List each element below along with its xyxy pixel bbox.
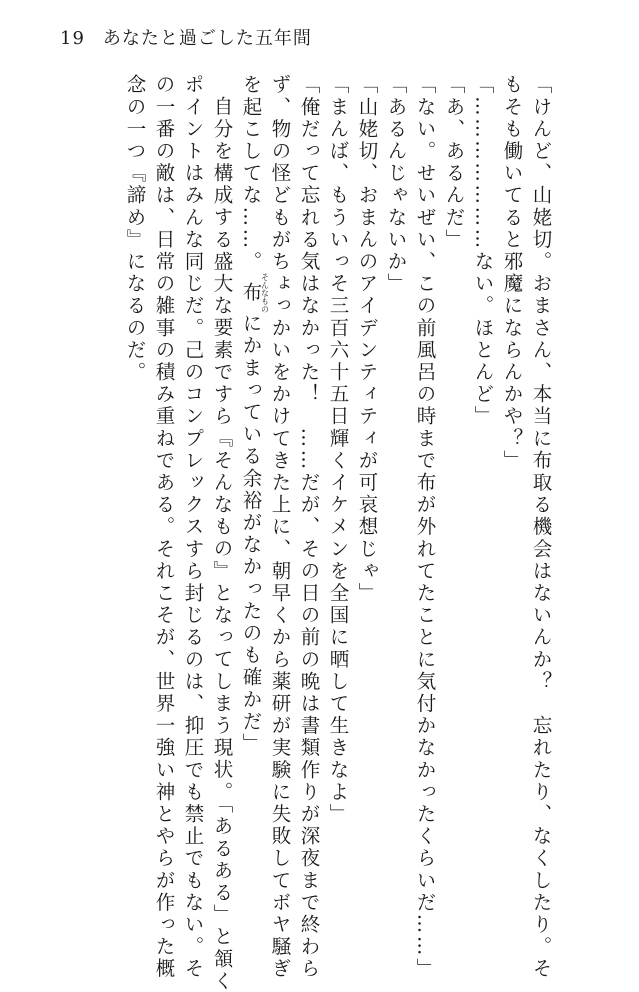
text-line: 「俺だって忘れる気はなかった！ ……だが、その日の前の晩は書類作りが深夜まで終わら — [297, 74, 321, 981]
text-line-end: にかまっている余裕がなかったのも確かだ」 — [239, 312, 263, 755]
text-line: 「山姥切、おまんのアイデンティティが可哀想じゃ」 — [355, 74, 379, 605]
text-line: 「まんば、もういっそ三百六十五日輝くイケメンを全国に晒して生きなよ」 — [326, 74, 350, 826]
text-line: 「けんど、山姥切。おまさん、本当に布取る機会はないんか？ 忘れたり、なくしたり。そ — [529, 74, 553, 981]
book-title: あなたと過ごした五年間 — [102, 28, 312, 49]
text-line: 「…………………ない。ほとんど」 — [471, 74, 495, 428]
page-header — [60, 24, 312, 50]
page-number: 19 — [60, 28, 85, 49]
text-line-start: を起こしてな……。 — [239, 74, 263, 273]
ruby-word: 布そんなもの — [239, 272, 270, 313]
text-line: の一番の敵は、日常の雑事の積み重ねである。それこそが、世界一強い神とやらが作った概 — [152, 74, 176, 981]
text-line: 自分を構成する盛大な要素ですら『そんなもの』となってしまう現状。「あるある」と頷く — [210, 96, 234, 992]
text-line: ず、物の怪どもがちょっかいをかけてきた上に、朝早くから薬研が実験に失敗してボヤ騒ぎ — [268, 74, 292, 981]
text-line: 「ない。せいぜい、この前風呂の時まで布が外れてたことに気付かなかったくらいだ……」 — [413, 74, 437, 981]
text-line: もそも働いてると邪魔にならんかや？」 — [500, 74, 524, 472]
text-line: 念の一つ『諦め』になるのだ。 — [123, 74, 147, 384]
text-line — [241, 74, 269, 755]
text-line: ポイントはみんな同じだ。己のコンプレックスすら封じるのは、抑圧でも禁止でもない。そ — [181, 74, 205, 981]
text-line: 「あ、あるんだ」 — [442, 74, 466, 251]
text-line: 「あるんじゃないか」 — [384, 74, 408, 295]
